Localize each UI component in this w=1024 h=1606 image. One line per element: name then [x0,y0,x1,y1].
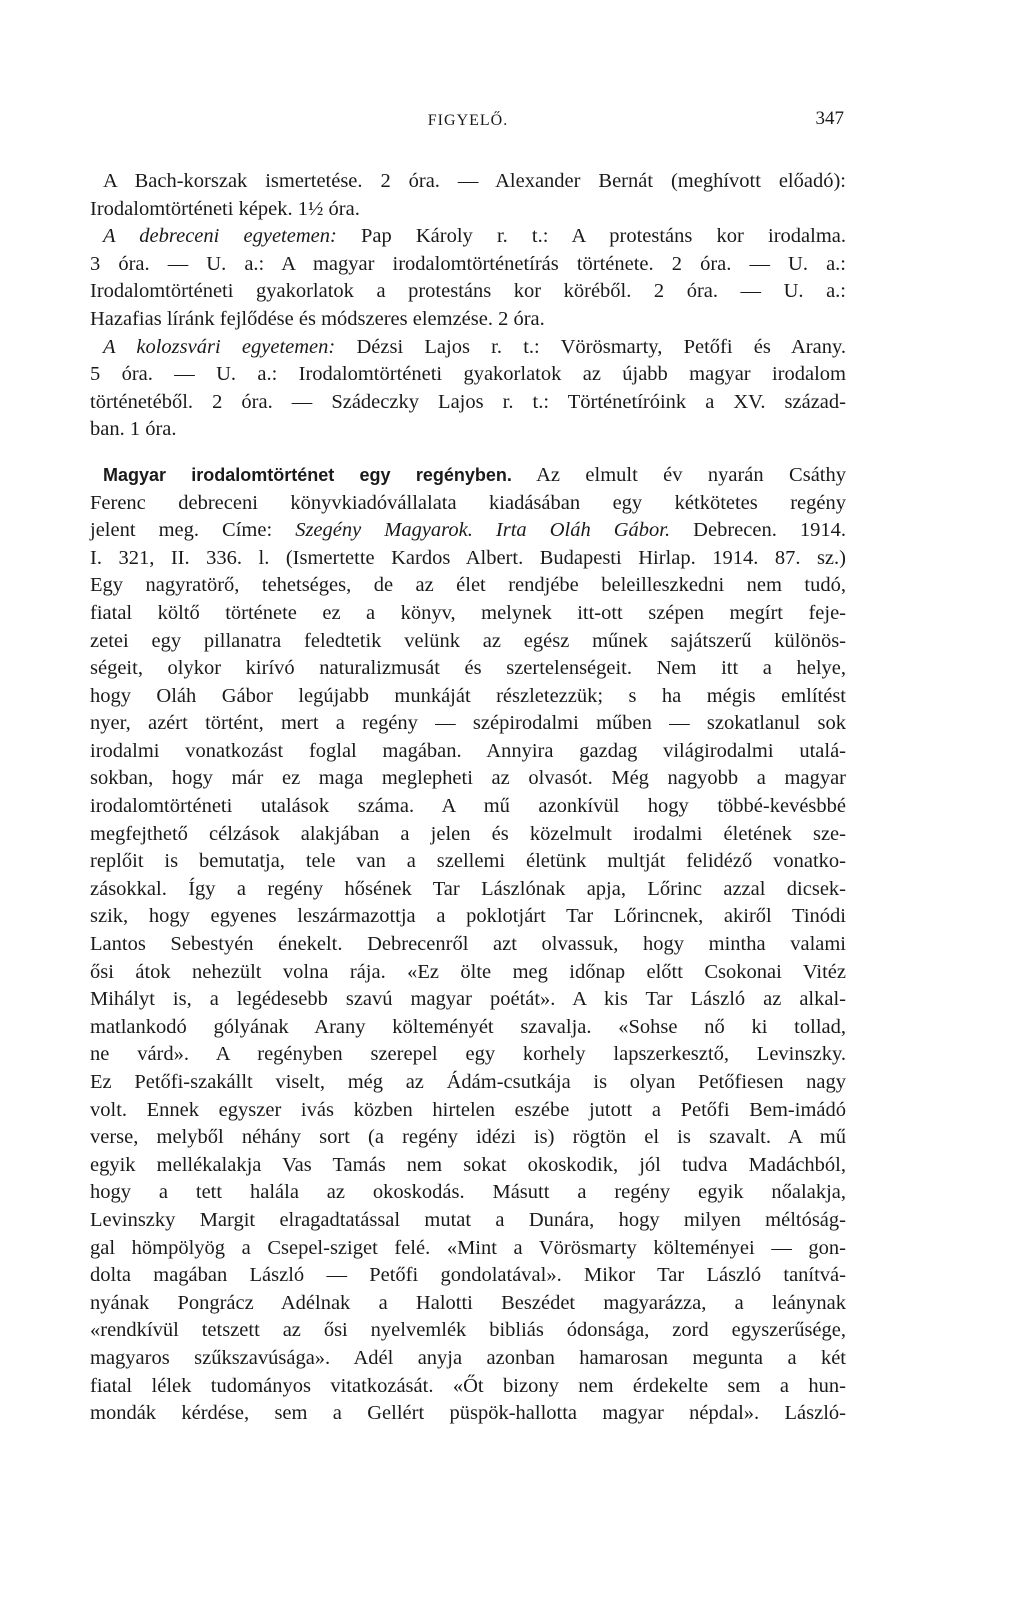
text-line: zetei egy pillanatra feledtetik velünk az egész műnek sajátszerű különös- [90,629,846,652]
text-line: 3 óra. — U. a.: A magyar irodalomtörténetírás története. 2 óra. — U. a.: [90,252,846,275]
text-line: ségeit, olykor kirívó naturalizmusát és szertelenségeit. Nem itt a helye, [90,657,846,680]
text-line: «rendkívül tetszett az ősi nyelvemlék bibliás ódonsága, zord egyszerűsége, [90,1319,846,1342]
text-line: fiatal költő története ez a könyv, melynek itt-ott szépen megírt feje- [90,601,846,624]
text-line: egyik mellékalakja Vas Tamás nem sokat okoskodik, jól tudva Madáchból, [90,1153,846,1176]
header-title: FIGYELŐ. [427,112,509,129]
text-line: Mihályt is, a legédesebb szavú magyar poétát». A kis Tar László az alkal- [90,988,846,1011]
text-line: nyer, azért történt, mert a regény — szépirodalmi műben — szokatlanul sok [90,712,846,735]
text-line: Levinszky Margit elragadtatással mutat a Dunára, hogy milyen méltóság- [90,1208,846,1231]
text-line: dolta magában László — Petőfi gondolatával». Mikor Tar László tanítvá- [90,1264,846,1287]
text-line: gal hömpölyög a Csepel-sziget felé. «Mint a Vörösmarty költeményei — gon- [90,1236,846,1259]
text-line: ne várd». A regényben szerepel egy korhely lapszerkesztő, Levinszky. [90,1043,846,1066]
book-title: Szegény Magyarok. Irta Oláh Gábor. [295,519,671,542]
text-line: irodalomtörténeti utalások száma. A mű azonkívül hogy többé-kevésbbé [90,795,846,818]
text-line: Lantos Sebestyén énekelt. Debrecenről azt olvassuk, hogy mintha valami [90,933,846,956]
text-line: történetéből. 2 óra. — Szádeczky Lajos r. t.: Történetíróink a XV. század- [90,390,846,413]
text-line: matlankodó gólyának Arany költeményét szavalja. «Sohse nő ki tollad, [90,1015,846,1038]
text-line: Irodalomtörténeti gyakorlatok a protestáns kor köréből. 2 óra. — U. a.: [90,280,846,303]
text-line: Ferenc debreceni könyvkiadóvállalata kiadásában egy kétkötetes regény [90,491,846,514]
running-head [92,108,844,142]
text-body [90,168,846,1428]
text-line: nyának Pongrácz Adélnak a Halotti Beszédet magyarázza, a leánynak [90,1291,846,1314]
text-line: Ez Petőfi-szakállt viselt, még az Ádám-csutkája is olyan Petőfiesen nagy [90,1071,846,1093]
italic-heading: A kolozsvári egyetemen: [103,335,336,358]
text-line: szik, hogy egyenes leszármazottja a poklotjárt Tar Lőrincnek, akiről Tinódi [90,905,846,928]
text-line: magyaros szűkszavúsága». Adél anyja azonban hamarosan megunta a két [90,1346,846,1369]
text-line: jelent meg. Címe: Szegény Magyarok. Irta Oláh Gábor. Debrecen. 1914. [90,519,846,542]
text-line: Egy nagyratörő, tehetséges, de az élet rendjébe beleilleszkedni nem tudó, [90,574,846,597]
text-line: Hazafias líránk fejlődése és módszeres elemzése. 2 óra. [90,307,545,330]
text-line: Magyar irodalomtörténet egy regényben. Az elmult év nyarán Csáthy [103,463,846,486]
text-line: 5 óra. — U. a.: Irodalomtörténeti gyakorlatok az újabb magyar irodalom [90,363,846,386]
italic-heading: A debreceni egyetemen: [103,225,337,248]
text-line: volt. Ennek egyszer ivás közben hirtelen eszébe jutott a Petőfi Bem-imádó [90,1098,846,1121]
text-line: megfejthető célzások alakjában a jelen és közelmult irodalmi életének sze- [90,822,846,845]
text-line: fiatal lélek tudományos vitatkozását. «Őt bizony nem érdekelte sem a hun- [90,1374,846,1397]
text-line: A debreceni egyetemen: Pap Károly r. t.: A protestáns kor irodalma. [103,225,846,248]
text-line: ősi átok nehezült volna rája. «Ez ölte meg időnap előtt Csokonai Vitéz [90,960,846,983]
section-heading: Magyar irodalomtörténet egy regényben. [103,464,512,485]
text-line: Irodalomtörténeti képek. 1½ óra. [90,197,360,220]
text-line: A Bach-korszak ismertetése. 2 óra. — Alexander Bernát (meghívott előadó): [103,170,846,192]
text-line: I. 321, II. 336. l. (Ismertette Kardos Albert. Budapesti Hirlap. 1914. 87. sz.) [90,546,846,569]
text-line: replőit is bemutatja, tele van a szellemi életünk multját felidéző vonatko- [90,850,846,873]
text-line: ban. 1 óra. [90,418,177,441]
text-line: mondák kérdése, sem a Gellért püspök-hallotta magyar népdal». László- [90,1402,846,1425]
text-line: irodalmi vonatkozást foglal magában. Annyira gazdag világirodalmi utalá- [90,739,846,762]
text-line: A kolozsvári egyetemen: Dézsi Lajos r. t.: Vörösmarty, Petőfi és Arany. [103,335,847,358]
text-line: verse, melyből néhány sort (a regény idézi is) rögtön el is szavalt. A mű [90,1126,846,1149]
text-line: hogy Oláh Gábor legújabb munkáját részletezzük; s ha mégis említést [90,684,846,707]
text-line: zásokkal. Így a regény hősének Tar Lászlónak apja, Lőrinc azzal dicsek- [90,877,846,900]
page-number: 347 [815,108,844,129]
text-line: hogy a tett halála az okoskodás. Másutt a regény egyik nőalakja, [90,1181,846,1204]
text-line: sokban, hogy már ez maga meglepheti az olvasót. Még nagyobb a magyar [90,767,846,790]
